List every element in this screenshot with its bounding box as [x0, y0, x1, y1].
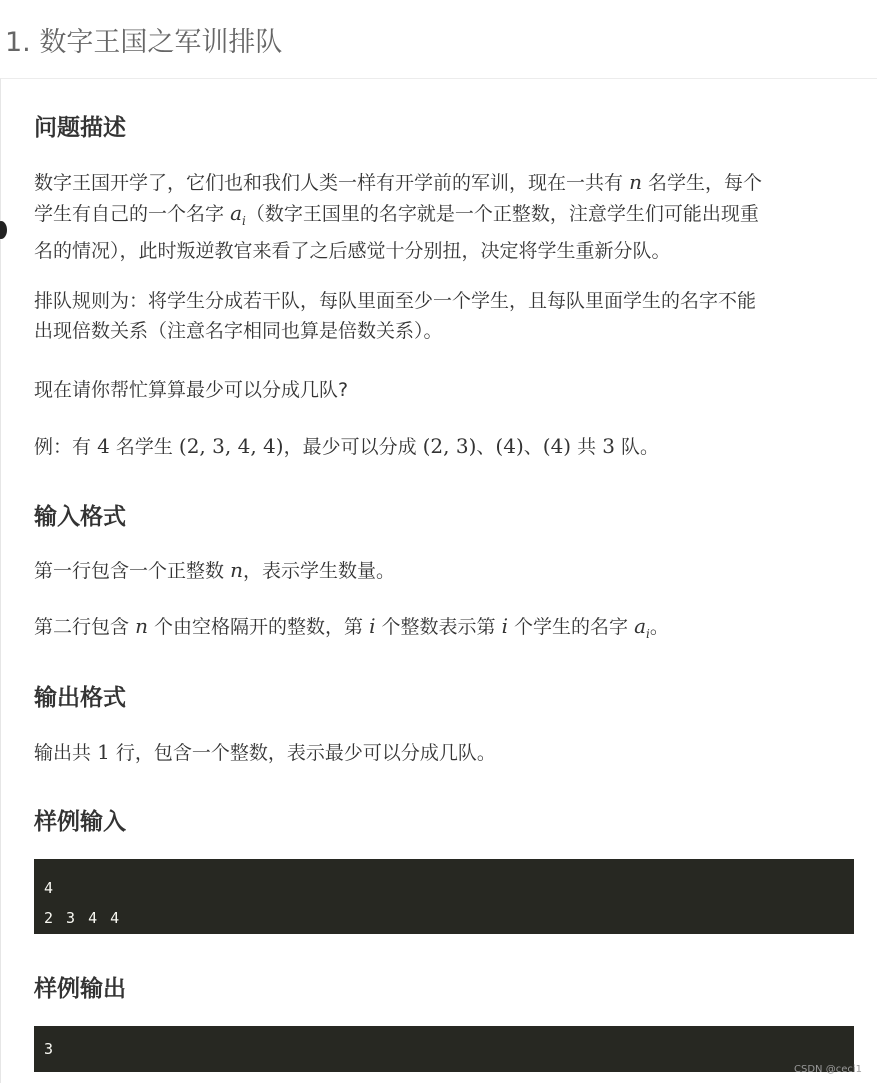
text-segment: 名学生，每个 [648, 172, 763, 194]
output-paragraph-1 [34, 737, 844, 768]
text-segment: 、 [476, 436, 496, 458]
math-tuple: (2, 3, 4, 4) [178, 434, 284, 458]
input-paragraph-1 [34, 555, 844, 586]
math-i: i [501, 614, 508, 638]
math-tuple: (2, 3) [422, 434, 477, 458]
text-segment: 输出共 [34, 742, 92, 764]
text-segment: ，表示学生数量。 [242, 560, 395, 582]
problem-paragraph-2 [34, 286, 844, 346]
watermark: CSDN @ceci1 [794, 1064, 862, 1075]
text-segment: 名学生 [115, 436, 173, 458]
math-subscript-i: i [646, 627, 650, 641]
code-line: 2 3 4 4 [44, 909, 122, 927]
problem-paragraph-3: 现在请你帮忙算算最少可以分成几队? [34, 379, 349, 401]
math-a-i [230, 201, 246, 228]
text-segment: 排队规则为：将学生分成若干队，每队里面至少一个学生，且每队里面学生的名字不能 [34, 290, 757, 312]
math-number: 1 [97, 740, 110, 764]
math-i: i [369, 614, 376, 638]
math-n: n [230, 558, 243, 582]
text-segment: 名的情况），此时叛逆教官来看了之后感觉十分别扭，决定将学生重新分队。 [34, 240, 671, 262]
text-segment: 共 [577, 436, 597, 458]
problem-content [0, 78, 877, 1083]
math-n: n [135, 614, 148, 638]
text-segment: 个整数表示第 [381, 616, 496, 638]
math-a: a [634, 614, 647, 638]
text-segment: 个由空格隔开的整数，第 [154, 616, 364, 638]
text-segment: （数字王国里的名字就是一个正整数，注意学生们可能出现重 [245, 203, 759, 225]
math-a: a [230, 201, 242, 225]
code-line: 3 [44, 1040, 56, 1058]
text-segment: 第二行包含 [34, 616, 130, 638]
problem-description-heading: 问题描述 [34, 115, 126, 141]
text-segment: ，最少可以分成 [283, 436, 417, 458]
problem-paragraph-1 [34, 167, 844, 266]
math-number: 3 [602, 434, 615, 458]
sample-output-heading: 样例输出 [34, 976, 126, 1002]
math-n: n [629, 170, 642, 194]
text-segment: 个学生的名字 [514, 616, 629, 638]
text-segment: 出现倍数关系（注意名字相同也算是倍数关系）。 [34, 320, 443, 342]
side-handle-icon[interactable] [0, 221, 7, 239]
math-tuple: (4) [542, 434, 572, 458]
text-segment: 队。 [621, 436, 660, 458]
math-a-i [634, 614, 650, 641]
math-tuple: (4) [495, 434, 524, 458]
text-segment: 数字王国开学了，它们也和我们人类一样有开学前的军训，现在一共有 [34, 172, 624, 194]
title-bar [0, 0, 878, 80]
sample-output-code [34, 1026, 854, 1072]
text-segment: 。 [649, 616, 669, 638]
text-segment: 第一行包含一个正整数 [34, 560, 225, 582]
output-format-heading: 输出格式 [34, 685, 126, 711]
sample-input-heading: 样例输入 [34, 809, 126, 835]
sample-input-code [34, 859, 854, 934]
text-segment: 行，包含一个整数，表示最少可以分成几队。 [115, 742, 496, 764]
math-number: 4 [97, 434, 110, 458]
page-title: 1. 数字王国之军训排队 [5, 27, 283, 58]
text-segment: 学生有自己的一个名字 [34, 203, 225, 225]
text-segment: 例：有 [34, 436, 92, 458]
math-subscript-i: i [242, 214, 246, 228]
code-line: 4 [44, 879, 56, 897]
problem-example [34, 431, 844, 462]
input-format-heading: 输入格式 [34, 504, 126, 530]
input-paragraph-2 [34, 611, 844, 649]
text-segment: 、 [523, 436, 543, 458]
